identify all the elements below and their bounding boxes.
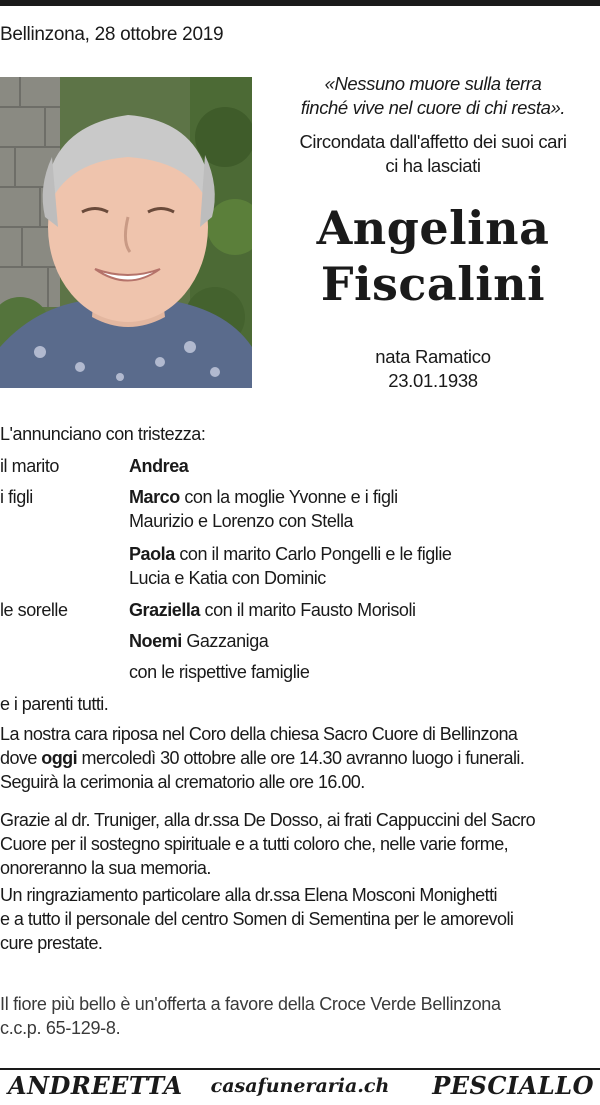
donation-note <box>0 992 600 1040</box>
relation-label: il marito <box>0 456 59 476</box>
birth-date: 23.01.1938 <box>388 370 478 391</box>
funeral-line: Seguirà la cerimonia al crematorio alle ore 16.00. <box>0 772 365 792</box>
relative-detail: Gazzaniga <box>181 631 269 651</box>
relative-detail: con le rispettive famiglie <box>129 662 310 682</box>
thanks-line: Cuore per il sostegno spirituale e a tutti coloro che, nelle varie forme, <box>0 834 509 854</box>
funeral-home-right: PESCIALLO <box>432 1071 594 1100</box>
surrounded-text <box>268 130 598 178</box>
relative-detail: Maurizio e Lorenzo con Stella <box>129 511 354 531</box>
thanks-line: Grazie al dr. Truniger, alla dr.ssa De Dosso, ai frati Cappuccini del Sacro <box>0 810 536 830</box>
portrait-photo <box>0 77 252 388</box>
thanks-line: onoreranno la sua memoria. <box>0 858 211 878</box>
thanks-paragraph <box>0 808 600 880</box>
relative-name: Noemi <box>129 631 182 651</box>
funeral-home-website[interactable]: casafuneraria.ch <box>210 1075 390 1097</box>
deceased-name <box>268 200 598 312</box>
donation-line: Il fiore più bello è un'offerta a favore della Croce Verde Bellinzona <box>0 994 501 1014</box>
birth-info <box>268 345 598 393</box>
first-name: Angelina <box>316 201 550 255</box>
quote-line: «Nessuno muore sulla terra <box>324 73 542 94</box>
relative-detail: con il marito Carlo Pongelli e le figlie <box>174 544 452 564</box>
relation-label: le sorelle <box>0 600 68 620</box>
relatives-tail: e i parenti tutti. <box>0 694 109 714</box>
top-rule <box>0 0 600 6</box>
funeral-text: mercoledì 30 ottobre alle ore 14.30 avranno luogo i funerali. <box>77 748 525 768</box>
thanks-line: Un ringraziamento particolare alla dr.ssa Elena Mosconi Monighetti <box>0 885 497 905</box>
relative-name: Andrea <box>129 456 189 476</box>
relative-name: Paola <box>129 544 175 564</box>
thanks-line: e a tutto il personale del centro Somen di Sementina per le amorevoli <box>0 909 514 929</box>
dateline: Bellinzona, 28 ottobre 2019 <box>0 24 224 45</box>
relative-detail: con la moglie Yvonne e i figli <box>179 487 398 507</box>
maiden-name: nata Ramatico <box>375 346 491 367</box>
funeral-line <box>0 746 600 770</box>
funeral-paragraph <box>0 722 600 794</box>
relative-name: Graziella <box>129 600 200 620</box>
relative-detail: con il marito Fausto Morisoli <box>200 600 416 620</box>
funeral-home-left: ANDREETTA <box>8 1071 183 1100</box>
special-thanks-paragraph <box>0 883 600 955</box>
funeral-line: La nostra cara riposa nel Coro della chiesa Sacro Cuore di Bellinzona <box>0 724 518 744</box>
thanks-line: cure prestate. <box>0 933 103 953</box>
funeral-day: oggi <box>41 748 78 768</box>
funeral-text: dove <box>0 748 42 768</box>
announce-heading: L'annunciano con tristezza: <box>0 424 206 444</box>
relative-name: Marco <box>129 487 180 507</box>
relation-label: i figli <box>0 487 33 507</box>
last-name: Fiscalini <box>320 257 546 311</box>
surrounded-line: ci ha lasciati <box>385 155 481 176</box>
funeral-home-footer <box>0 1070 600 1102</box>
quote-line: finché vive nel cuore di chi resta». <box>300 97 566 118</box>
epitaph-quote <box>268 72 598 120</box>
donation-line: c.c.p. 65-129-8. <box>0 1018 121 1038</box>
relative-detail: Lucia e Katia con Dominic <box>129 568 326 588</box>
surrounded-line: Circondata dall'affetto dei suoi cari <box>299 131 567 152</box>
